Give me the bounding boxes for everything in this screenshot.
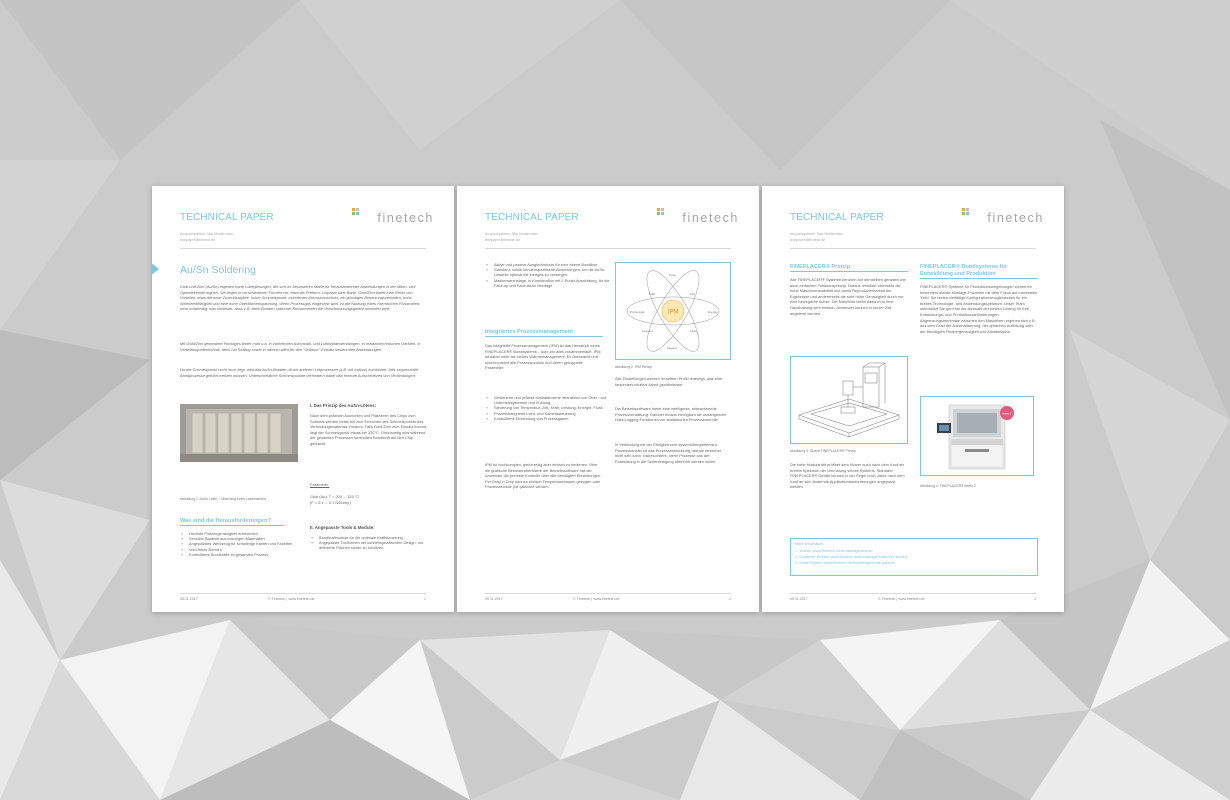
- list-item: » Kontrollierte Einbindung von Prozessgasen: [494, 416, 612, 421]
- sketch-caption: Abbildung 3: Skizze FINEPLACER® Prinzip: [790, 449, 856, 453]
- ipm-label: Temp: [669, 273, 676, 277]
- document-page-3: [762, 186, 1064, 612]
- ipm-caption: Abbildung 2: IPM Prinzip: [615, 365, 653, 369]
- logo-text: finetech: [377, 211, 434, 225]
- section-1-text: Nach dem präzisen Ausrichten und Platzieren des Chips zum Substrat werden beide bis zum Erreichen des Schmelzpunkts des Verbindungsmaterials erwärmt. Falls Gold-Zinn zum Einsatz kommt, liegt der Schmelzpunkt etwas bei 320°C. Gleichzeitig wird während der gesamten Prozesses kontrolliert Bondkraft auf den Chip gebracht.: [310, 413, 428, 446]
- ipm-label: Zeit: [690, 292, 695, 296]
- fineplacer-photo: [920, 396, 1034, 476]
- ipm-text: Das integrierte Prozessmanagement (IPM) ist das Herzstück eines FINEPLACER® Bondsystems – dort, wo alles zusammenläuft. IPM ist dabei mehr als bloßes Wärmemanagement. Es überwacht und synchronisiert alle Prozessmodule und deren gekoppelte Parameter:: [485, 343, 601, 371]
- header-divider: [790, 248, 1036, 249]
- principle-text: Alle FINEPLACER® Systeme beruhen auf demselben genialen wie auch einfachen Funktionsprinzip. Daraus resultiert einerseits die hohe Maschinenstabilität und damit Reproduzierbarkeit der Ergebnisse und andererseits die sehr hohe Genauigkeit durch nur eine bewegliche Achse. Die Maschine bleibt dadurch in ihrer Handhabung sehr einfach, Anwender können in kurzer Zeit angelernt werden.: [790, 277, 906, 316]
- more-information-title: More information:: [795, 542, 825, 546]
- ipm-label: Kamera: [667, 346, 677, 350]
- challenges-list: [180, 531, 315, 557]
- principle-sketch: [790, 356, 908, 444]
- authors-line-2: techpaper@finetech.de: [790, 237, 826, 242]
- authors: [180, 232, 340, 243]
- principle-title: FINEPLACER® Prinzip: [790, 264, 908, 272]
- authors: [790, 232, 950, 243]
- page-footer: [180, 593, 426, 604]
- customer-stories-link[interactable]: 2. Customer Stories: www.finetech.de/knowledge/customer-stories/: [795, 555, 908, 559]
- list-item: » Prozessintegrierte Licht- und Kamerasteuerung: [494, 411, 612, 416]
- header-divider: [485, 248, 731, 249]
- white-papers-link[interactable]: 3. White Papers: www.finetech.de/knowledge/white-papers/: [795, 561, 895, 565]
- parameter-line-1: Gold (Au): T = 200 ... 320 °C: [310, 494, 360, 499]
- footer-center: © Finetech | www.finetech.de: [268, 597, 315, 601]
- parameter-label: Parameter:: [310, 482, 330, 487]
- section-1-title: I. Das Prinzip des AuSn-Lötens:: [310, 403, 377, 408]
- page-footer: [485, 593, 731, 604]
- ipm-text-2: IPM ist hochkomplex, gleichzeitig aber einfach zu bedienen. Über die grafische Benutzeroberfläche der Betriebssoftware hat der Anwender die perfekte Kontrolle über alle benötigten Einstellungen. Per Drag 'n Drop können einfach Temperaturrampen gezogen oder Prozessmodule (de-)aktiviert werden.: [485, 462, 602, 490]
- video-link[interactable]: 1. Videos: www.finetech.de/knowledge/videos/: [795, 549, 873, 553]
- page-footer: [790, 593, 1036, 604]
- header-title: TECHNICAL PAPER: [180, 212, 274, 223]
- footer-center: © Finetech | www.finetech.de: [878, 597, 925, 601]
- authors-line-2: techpaper@finetech.de: [180, 237, 216, 242]
- footer-date: 05.11.2017: [790, 597, 808, 601]
- ipm-label: Fluss: [690, 329, 697, 333]
- intro-paragraph-1: Gold und Zinn (Au/Sn) ergeben harte Lötlegierungen, die sich im besonderen Maße für herausfordernde Anwendungen in der Mikro- und Optoelektronik eignen. Sie liegen in verschiedenen Formen vor, etwa als Preform, Lotpaste oder Band. Gold/Zinn bietet eine Reihe von Vorteilen, etwa die hohe Zuverlässigkeit, hoher Schmelzpunkt, exzellenter Korrosionsschutz, ein günstiges Benetzungsverhalten, hohe Wärmeleitfähigkeit und eine hohe Oberflächenspannung. Wenn Prozessgas eingesetzt wird, ist die Nutzung eines chemischen Flussmittels nicht notwendig; was bedeutet, dass z.B. beim Bonden optischer Komponenten die Verschmutzungsgefahr minimiert wird.: [180, 284, 420, 312]
- bondsystems-title: FINEPLACER® Bondsysteme für Entwicklung und Produktion: [920, 264, 1038, 279]
- authors-line-1: Ansprechpartner: Max Mustermann: [790, 232, 844, 236]
- footer-date: 05.11.2017: [485, 597, 503, 601]
- list-item: » Gesteuerte und präzise ausbalancierte Interaktion von Ober- und Unterheizsystemen und Kühlung: [494, 395, 612, 405]
- list-item: » Bondkraftmodule für die optimale Kraftsteuerung: [319, 535, 435, 540]
- bondsystems-text: FINEPLACER® Systeme für Produktionsumgebungen stehen für besonders stabile Montage-Prozesse mit dem Fokus auf maximalen Yield. Sie bieten vielfältige Konfigurationsmöglichkeiten für ein breites Technologie- und Anwendungsspektrum. Unser Team unterstützt Sie gern bei der Auswahl der besten Lösung für Ihre Entwicklungs- und Produktionsanforderungen. Abgrenzungsmerkmale zwischen den Maschinen ergeben sich z.B. aus dem Grad der Automatisierung, der optischen Auflösung oder der benötigten Platziergenauigkeit und Arbeitsfläche.: [920, 284, 1038, 334]
- logo-text: finetech: [682, 211, 739, 225]
- intro-paragraph-2: Mit Gold/Zinn gebondete Packages findet man u.a. in zahlreichen Automobil- und Luftfahrtanwendungen, in medizintechnischen Geräten, in Verteilfunguntertechnik, beim Lid Sealing sowie in nahezu allen für den "Outdoor"-Einsatz bestimmten Anwendungen.: [180, 341, 421, 352]
- ipm-label: Energie: [708, 310, 718, 314]
- list-item: » Void-freies Bonden: [189, 547, 315, 552]
- ipm-bullet-list: [485, 395, 612, 421]
- footer-date: 05.11.2017: [180, 597, 198, 601]
- ipm-label: Kraft: [649, 292, 655, 296]
- list-item: » Angepasstes Werkzeug für schwierige Kanten und Facetten: [189, 541, 315, 546]
- challenges-title: Was sind die Herausforderungen?: [180, 518, 284, 526]
- ipm-right-paragraph-3: In Verbindung mit der Fähigkeit zum systemübergreifenden Prozesstransfer ist das Prozessentwicklung, wie sie einfacher nicht sein kann. Insbesondere, wenn Prozesse aus der Entwicklung in die Serienfertigung überführt werden sollen.: [615, 442, 722, 464]
- footer-page-number: 1: [424, 597, 426, 601]
- finetech-logo: [352, 208, 434, 228]
- footer-center: © Finetech | www.finetech.de: [573, 597, 620, 601]
- photo-caption: Abbildung 4: FINEPLACER® femto 2: [920, 484, 976, 488]
- finetech-logo: [657, 208, 739, 228]
- intro-paragraph-3: Da der Schmelzpunkt recht hoch liegt, wird das AuSn-Bonden oft mit anderen Lötprozessen (z.B. mit Indium) kombiniert, falls sequenzielle Bondprozesse geführt werden müssen. Unterschiedliche Schmelzpunkte verhindern dabei das erneute Aufschmelzen von Verbindungen.: [180, 367, 419, 378]
- list-item: » Höchste Platziergenauigkeit erforderlich: [189, 531, 315, 536]
- laser-bar-photo: [180, 404, 298, 462]
- more-information-links: [795, 548, 908, 566]
- logo-text: finetech: [987, 211, 1044, 225]
- title-marker: [152, 262, 159, 276]
- header-title: TECHNICAL PAPER: [485, 212, 579, 223]
- figure-1-caption: Abbildung 1: AuSn Löten – Überhang eines Laserbarrens: [180, 497, 266, 501]
- ipm-right-paragraph-2: Die Betriebssoftware bietet eine intelligente, mitwachsende Prozessverwaltung. Darüber hinaus ermöglicht sie umfangreiche Data-Logging-Funktionen zur statistischen Prozesskontrolle.: [615, 406, 727, 423]
- parameter-line-2: (F = 0.1 ... 0.7 N/Bump): [310, 500, 351, 505]
- principle-text-2: Die hohe Modularität eröffnet dem Nutzer auch nach dem Kauf ein breites Spektrum der Umrüstung seines Systems. Standard FINEPLACER® Geräte können in der Regel noch Jahre nach dem Kauf an sich ändernde Applikationsanforderungen angepasst werden.: [790, 462, 905, 490]
- document-page-2: [457, 186, 759, 612]
- list-item: » Kontrollierte Bondkräfte im gesamten Prozess: [189, 552, 315, 557]
- authors-line-2: techpaper@finetech.de: [485, 237, 521, 242]
- more-information-box: [790, 538, 1038, 576]
- section-2-list: [310, 535, 435, 551]
- document-page-1: [152, 186, 454, 612]
- section-2-title: II. Angepasste Tools & Module:: [310, 525, 375, 530]
- ipm-center-label: IPM: [667, 309, 679, 316]
- top-bullet-list: [485, 262, 612, 288]
- ipm-label: Leistung: [642, 329, 653, 333]
- footer-page-number: 3: [1034, 597, 1036, 601]
- ipm-label: Prozessgas: [630, 310, 645, 314]
- ipm-right-paragraph-1: Alle Einstellungen werden im selben Profil hinterlegt, was eine besonders intuitive Arbeit gewährleistet.: [615, 376, 723, 387]
- ipm-title: Integriertes Prozessmanagement: [485, 329, 603, 337]
- article-title: Au/Sn Soldering: [180, 264, 256, 276]
- authors-line-1: Ansprechpartner: Max Mustermann: [180, 232, 234, 236]
- list-item: » Sensible Bauteile aus brüchigen Materialien: [189, 536, 315, 541]
- list-item: » Standard- sowie kundenspezifische Abdeckungen, um die AuSn-Lötstelle optimal mit Inertgas zu versorgen.: [494, 267, 612, 277]
- header-divider: [180, 248, 426, 249]
- header-title: TECHNICAL PAPER: [790, 212, 884, 223]
- footer-page-number: 2: [729, 597, 731, 601]
- authors-line-1: Ansprechpartner: Max Mustermann: [485, 232, 539, 236]
- finetech-logo: [962, 208, 1044, 228]
- list-item: » Angepasste Toolformen mit kundenspezifischem Design, um definierte Flächen sicher zu schützen.: [319, 540, 435, 550]
- list-item: » Steuerung von Temperatur, Zeit, Kraft, Leistung, Energie, Fluss: [494, 405, 612, 410]
- list-item: » Maskenwechslage, in Kombination mit 2-Punkt-Ausrichtung, für die Face-up und Face-down Montage: [494, 278, 612, 288]
- ipm-diagram: [615, 262, 731, 360]
- authors: [485, 232, 645, 243]
- list-item: » Aktive und passive Ausgleichstools für eine ebene Bondlinie: [494, 262, 612, 267]
- svg-text:femto 2: femto 2: [1002, 412, 1012, 416]
